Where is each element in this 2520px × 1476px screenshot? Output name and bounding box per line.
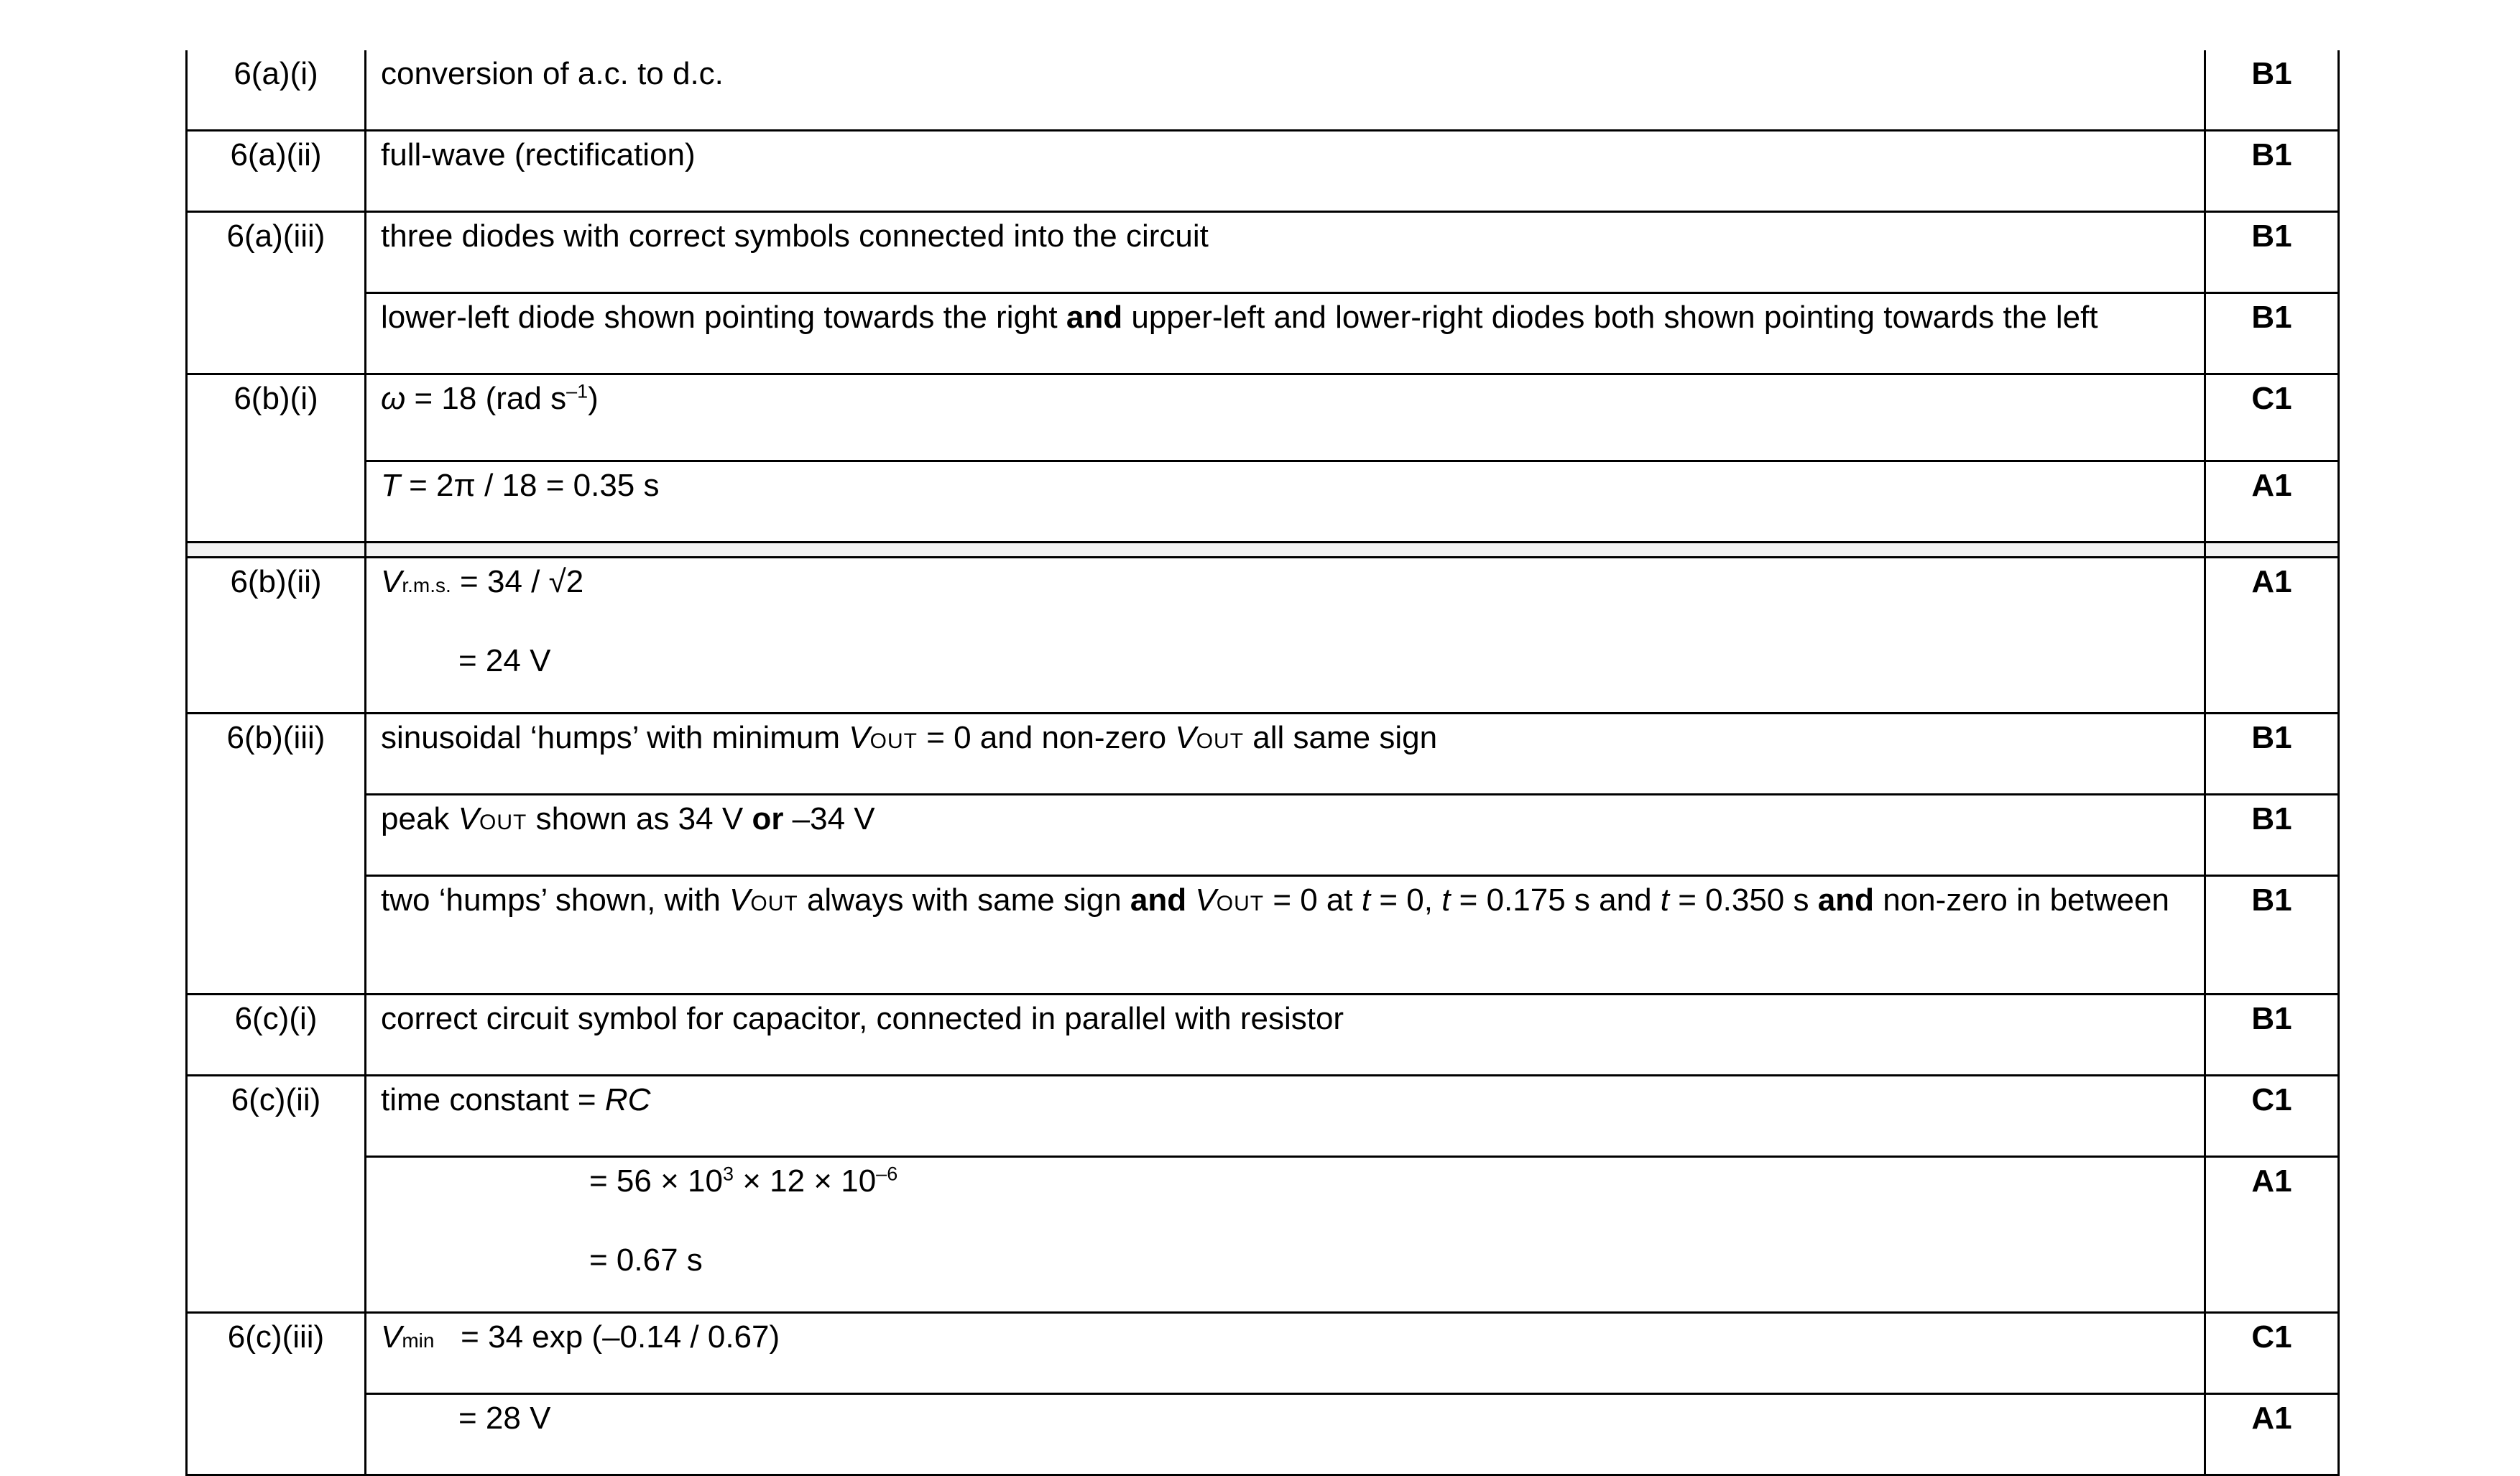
- answer-text: [366, 876, 2205, 995]
- mark-code: B1: [2205, 131, 2339, 212]
- answer-text: [366, 714, 2205, 795]
- mark-code: A1: [2205, 1394, 2339, 1475]
- answer-text: [366, 1394, 2205, 1475]
- page-gap: [187, 543, 2339, 558]
- answer-keyword: and: [1130, 882, 1187, 918]
- mark-code: B1: [2205, 212, 2339, 293]
- answer-line: = 24 V: [458, 642, 551, 678]
- gap-cell: [187, 543, 366, 558]
- answer-text: [366, 1157, 2205, 1313]
- answer-part: all same sign: [1252, 720, 1438, 755]
- table-row: [187, 714, 2339, 795]
- mark-code: A1: [2205, 558, 2339, 714]
- variable: V: [849, 720, 870, 755]
- subscript: OUT: [1216, 892, 1265, 915]
- table-row: [187, 558, 2339, 714]
- superscript: 3: [722, 1163, 734, 1185]
- answer-line: = 28 V: [458, 1401, 551, 1436]
- answer-text: [366, 1313, 2205, 1394]
- answer-part: upper-left and lower-right diodes both shown pointing towards the left: [1131, 300, 2098, 335]
- table-row: [187, 293, 2339, 374]
- answer-line: [381, 563, 2191, 601]
- table-row: [187, 1394, 2339, 1475]
- omega-symbol: ω: [381, 381, 406, 416]
- answer-text: [366, 374, 2205, 461]
- answer-part: always with same sign: [806, 882, 1122, 918]
- answer-part: = 34 / √2: [460, 564, 584, 599]
- gap-cell: [366, 543, 2205, 558]
- question-number: 6(c)(iii): [187, 1313, 366, 1475]
- table-row: [187, 1076, 2339, 1157]
- answer-part: peak: [381, 801, 450, 836]
- variable: V: [729, 882, 751, 918]
- question-number: 6(b)(ii): [187, 558, 366, 714]
- question-number: 6(c)(i): [187, 995, 366, 1076]
- answer-part: = 0.350 s: [1678, 882, 1809, 918]
- subscript: OUT: [1196, 729, 1245, 753]
- variable: RC: [604, 1082, 651, 1117]
- answer-line: = 0.67 s: [589, 1242, 703, 1278]
- superscript: –1: [566, 380, 589, 402]
- answer-text: full-wave (rectification): [366, 131, 2205, 212]
- answer-text: correct circuit symbol for capacitor, connected in parallel with resistor: [366, 995, 2205, 1076]
- answer-part: time constant =: [381, 1082, 596, 1117]
- mark-code: B1: [2205, 795, 2339, 876]
- question-number: 6(a)(ii): [187, 131, 366, 212]
- answer-keyword: and: [1817, 882, 1874, 918]
- table-row: [187, 876, 2339, 995]
- answer-text: conversion of a.c. to d.c.: [366, 50, 2205, 131]
- subscript: OUT: [869, 729, 918, 753]
- mark-code: A1: [2205, 1157, 2339, 1313]
- answer-part: = 34 exp (–0.14 / 0.67): [461, 1319, 780, 1355]
- answer-part: = 2π / 18 = 0.35 s: [409, 468, 660, 503]
- answer-part: ): [588, 381, 599, 416]
- mark-code: B1: [2205, 50, 2339, 131]
- answer-keyword: and: [1066, 300, 1123, 335]
- table-row: [187, 995, 2339, 1076]
- answer-part: = 0 and non-zero: [926, 720, 1167, 755]
- table-row: [187, 1157, 2339, 1313]
- question-number: 6(a)(iii): [187, 212, 366, 374]
- variable: t: [1441, 882, 1451, 918]
- answer-part: two ‘humps’ shown, with: [381, 882, 721, 918]
- answer-text: [366, 461, 2205, 543]
- superscript: –6: [876, 1163, 898, 1185]
- variable: T: [381, 468, 400, 503]
- subscript: OUT: [750, 892, 798, 915]
- variable: t: [1660, 882, 1670, 918]
- answer-part: non-zero in between: [1883, 882, 2169, 918]
- table-row: [187, 1313, 2339, 1394]
- subscript: r.m.s.: [402, 574, 451, 596]
- answer-text: [366, 1076, 2205, 1157]
- question-number: 6(b)(i): [187, 374, 366, 543]
- table-row: [187, 131, 2339, 212]
- answer-text: [366, 293, 2205, 374]
- answer-part: × 12 × 10: [742, 1163, 877, 1199]
- answer-part: = 0,: [1379, 882, 1433, 918]
- variable: V: [1175, 720, 1196, 755]
- gap-cell: [2205, 543, 2339, 558]
- variable: V: [458, 801, 480, 836]
- mark-code: C1: [2205, 374, 2339, 461]
- answer-text: [366, 558, 2205, 714]
- mark-code: B1: [2205, 293, 2339, 374]
- mark-code: B1: [2205, 995, 2339, 1076]
- mark-code: C1: [2205, 1313, 2339, 1394]
- mark-scheme-table: [185, 50, 2340, 1476]
- variable: V: [1195, 882, 1217, 918]
- table-row: [187, 461, 2339, 543]
- mark-code: A1: [2205, 461, 2339, 543]
- answer-part: –34 V: [792, 801, 875, 836]
- answer-part: = 18 (rad s: [414, 381, 567, 416]
- answer-part: sinusoidal ‘humps’ with minimum: [381, 720, 841, 755]
- variable: V: [381, 564, 402, 599]
- table-row: [187, 374, 2339, 461]
- answer-part: lower-left diode shown pointing towards the right: [381, 300, 1058, 335]
- mark-code: B1: [2205, 876, 2339, 995]
- answer-line: [381, 1162, 2191, 1201]
- table-row: [187, 212, 2339, 293]
- question-number: 6(c)(ii): [187, 1076, 366, 1313]
- subscript: min: [402, 1329, 435, 1352]
- subscript: OUT: [479, 811, 527, 834]
- answer-part: = 0 at: [1273, 882, 1353, 918]
- answer-part: = 0.175 s and: [1459, 882, 1652, 918]
- variable: t: [1361, 882, 1371, 918]
- question-number: 6(b)(iii): [187, 714, 366, 995]
- table-row: [187, 795, 2339, 876]
- answer-part: shown as 34 V: [535, 801, 744, 836]
- mark-code: C1: [2205, 1076, 2339, 1157]
- answer-text: three diodes with correct symbols connected into the circuit: [366, 212, 2205, 293]
- table-row: [187, 50, 2339, 131]
- variable: V: [381, 1319, 402, 1355]
- answer-part: = 56 × 10: [589, 1163, 723, 1199]
- question-number: 6(a)(i): [187, 50, 366, 131]
- mark-code: B1: [2205, 714, 2339, 795]
- answer-text: [366, 795, 2205, 876]
- answer-keyword: or: [752, 801, 784, 836]
